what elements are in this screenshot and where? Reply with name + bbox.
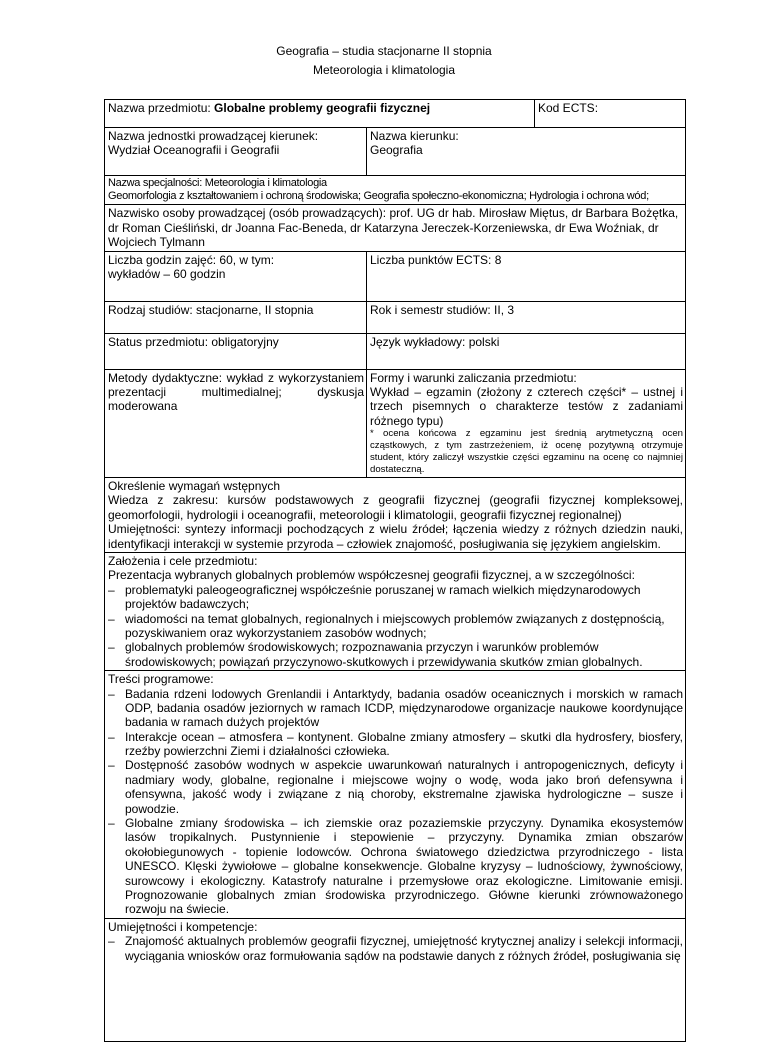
syllabus-table (104, 99, 686, 1042)
hours-line2: wykładów – 60 godzin (108, 266, 226, 281)
program-cell (105, 671, 686, 919)
program-title: Treści programowe: (108, 672, 214, 687)
competences-title: Umiejętności i kompetencje: (108, 919, 258, 934)
specialty-line1: Nazwa specjalności: Meteorologia i klimatologia (108, 177, 327, 189)
unit-label: Nazwa jednostki prowadzącej kierunek: (108, 129, 319, 143)
prerequisites-skills: Umiejętności: syntezy informacji pochodzących z wielu źródeł; łączenia wiedzy z różnych dziedzin nauki, identyfikacji interakcji w systemie przyroda – człowiek znajomość, posługiwania się językiem angielskim. (108, 522, 683, 551)
goals-item: – problematyki paleogeograficznej współcześnie poruszanej w ramach wielkich międzynarodowych projektów badawczych; (108, 583, 683, 612)
program-item: – Globalne zmiany środowiska – ich ziemskie oraz pozaziemskie przyczyny. Dynamika ekosystemów lasów tropikalnych. Pustynnienie i stepowienie – przyczyny. Dynamika zmian obszarów okołobiegunowych - topienie lodowców. Ochrona światowego dziedzictwa przyrodniczego - lista UNESCO. Klęski żywiołowe – globalne konsekwencje. Globalne kryzysy – ludnościowy, żywnościowy, surowcowy i ekologiczny. Katastrofy naturalne i przemysłowe oraz ekologiczne. Limitowanie emisji. Prognozowanie globalnych zmian środowiska przyrodniczego. Główne kierunki zrównoważonego rozwoju na świecie. (108, 816, 683, 917)
assessment-body: Wykład – egzamin (złożony z czterech części* – ustnej i trzech pisemnych o charakterze testów z zadaniami różnego typu) (370, 384, 683, 428)
goals-cell (105, 553, 686, 671)
hours-cell (105, 251, 367, 301)
subject-value: Globalne problemy geografii fizycznej (214, 101, 431, 115)
prerequisites-title: Określenie wymagań wstępnych (108, 479, 281, 494)
specialty-line2: Geomorfologia z kształtowaniem i ochroną środowiska; Geografia społeczno-ekonomiczna; Hydrologia i ochrona wód; (108, 190, 649, 203)
lecturers-cell: Nazwisko osoby prowadzącej (osób prowadzących): prof. UG dr hab. Mirosław Miętus, dr Barbara Bożętka, dr Roman Cieśliński, dr Joanna Fac-Beneda, dr Katarzyna Jereczek-Korzeniewska, dr Ewa Woźniak, dr Wojciech Tylmann (105, 205, 686, 251)
study-type-cell: Rodzaj studiów: stacjonarne, II stopnia (105, 301, 367, 333)
program-item: – Badania rdzeni lodowych Grenlandii i Antarktydy, badania osadów oceanicznych i morskich w ramach ODP, badania osadów jeziornych w ramach ICDP, międzynarodowe organizacje naukowe koordynujące badania w ramach dużych projektów (108, 687, 683, 730)
subject-label: Nazwa przedmiotu: (108, 101, 215, 115)
program-item: – Dostępność zasobów wodnych w aspekcie uwarunkowań naturalnych i antropogenicznych, deficyty i nadmiary wody, globalne, regionalne i miejscowe wojny o wodę, woda jako broń defensywna i ofensywna, jakość wody i związane z nią choroby, ekstremalne zjawiska hydrologiczne – susze i powodzie. (108, 758, 683, 816)
assessment-title: Formy i warunki zaliczania przedmiotu: (370, 370, 577, 385)
document-header-line2: Meteorologia i klimatologia (312, 63, 456, 77)
document-header-line1: Geografia – studia stacjonarne II stopnia (276, 44, 492, 58)
goals-intro: Prezentacja wybranych globalnych problemów współczesnej geografii fizycznej, a w szczególności: (108, 568, 635, 583)
ects-points-cell: Liczba punktów ECTS: 8 (367, 251, 686, 301)
program-list (108, 687, 683, 917)
subject-name-cell (105, 100, 535, 128)
competences-cell (105, 918, 686, 1041)
unit-cell (105, 128, 367, 176)
field-value: Geografia (370, 143, 423, 158)
language-cell: Język wykładowy: polski (367, 333, 686, 369)
goals-title: Założenia i cele przedmiotu: (108, 554, 258, 568)
unit-value: Wydział Oceanografii i Geografii (108, 143, 280, 158)
specialty-cell (105, 176, 686, 205)
methods-cell: Metody dydaktyczne: wykład z wykorzystaniem prezentacji multimedialnej; dyskusja moderowana (105, 369, 367, 478)
goals-list (108, 583, 683, 669)
field-label: Nazwa kierunku: (370, 129, 459, 143)
goals-item: – globalnych problemów środowiskowych; rozpoznawania przyczyn i warunków problemów środowiskowych; powiązań przyczynowo-skutkowych i przewidywania skutków zmian globalnych. (108, 640, 683, 669)
competences-list (108, 934, 683, 963)
goals-item: – wiadomości na temat globalnych, regionalnych i miejscowych problemów związanych z dostępnością, pozyskiwaniem oraz wykorzystaniem zasobów wodnych; (108, 612, 683, 641)
assessment-note: * ocena końcowa z egzaminu jest średnią arytmetyczną ocen cząstkowych, z tym zastrzeżeniem, iż ocenę pozytywną otrzymuje student, który zaliczył wszystkie części egzaminu na ocenę co najmniej dostateczną. (370, 428, 683, 476)
assessment-cell (367, 369, 686, 478)
prerequisites-knowledge: Wiedza z zakresu: kursów podstawowych z geografii fizycznej (geografii fizycznej kompleksowej, geomorfologii, hydrologii i oceanografii, meteorologii i klimatologii, geografii fizycznej regionalnej) (108, 493, 683, 522)
ects-code-cell: Kod ECTS: (535, 100, 686, 128)
status-cell: Status przedmiotu: obligatoryjny (105, 333, 367, 369)
hours-line1: Liczba godzin zajęć: 60, w tym: (108, 252, 275, 267)
field-cell (367, 128, 686, 176)
program-item: – Interakcje ocean – atmosfera – kontynent. Globalne zmiany atmosfery – skutki dla hydrosfery, biosfery, rzeźby powierzchni Ziemi i działalności człowieka. (108, 730, 683, 759)
year-semester-cell: Rok i semestr studiów: II, 3 (367, 301, 686, 333)
prerequisites-cell (105, 478, 686, 553)
competences-item: – Znajomość aktualnych problemów geografii fizycznej, umiejętność krytycznej analizy i selekcji informacji, wyciągania wniosków oraz formułowania sądów na podstawie danych z różnych źródeł, posługiwania się (108, 934, 683, 963)
